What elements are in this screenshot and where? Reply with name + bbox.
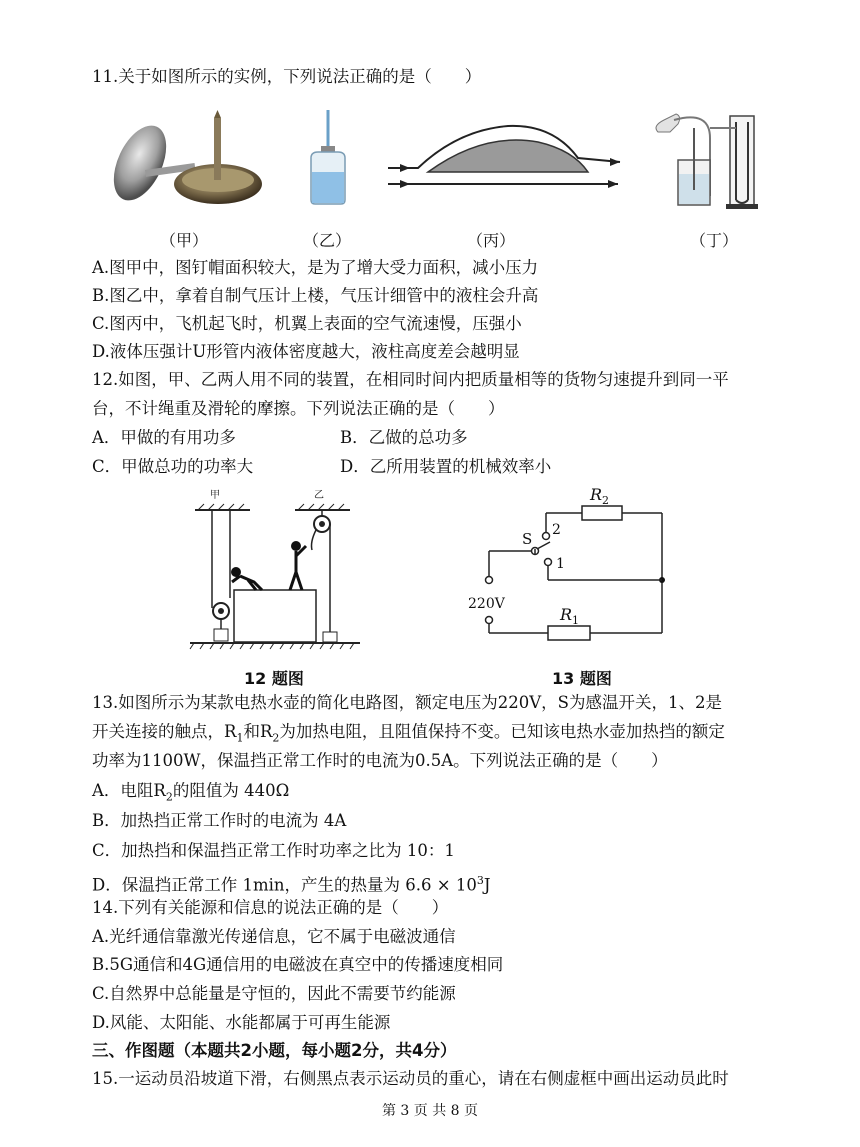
- q14-option-b: B.5G通信和4G通信用的电磁波在真空中的传播速度相同: [92, 955, 504, 974]
- figure-caption-yi: （乙）: [303, 231, 352, 250]
- q13-stem-line1: 13.如图所示为某款电热水壶的简化电路图，额定电压为220V，S为感温开关，1、2是: [92, 693, 722, 712]
- section3-title: 三、作图题（本题共2小题，每小题2分，共4分）: [92, 1041, 457, 1060]
- q11-option-b: B.图乙中，拿着自制气压计上楼，气压计细管中的液柱会升高: [92, 286, 539, 305]
- r2-label-sub: 2: [602, 494, 610, 507]
- q13-stem-line2: [92, 721, 725, 749]
- pulley-figure: [190, 486, 360, 651]
- wing-airflow-figure: [388, 120, 620, 200]
- figure-caption-ding: （丁）: [690, 231, 739, 250]
- q15-stem: 15.一运动员沿坡道下滑，右侧黑点表示运动员的重心，请在右侧虚框中画出运动员此时: [92, 1069, 729, 1088]
- q13-stem-line2-c: 为加热电阻，且阻值保持不变。已知该电热水壶加热挡的额定: [279, 722, 725, 741]
- fig12-label-jia: 甲: [210, 490, 220, 501]
- q13-option-d: [92, 870, 490, 897]
- figure13-caption: 13 题图: [552, 669, 612, 688]
- q13-option-d-sup: 3: [476, 874, 484, 887]
- r1-label-sub: 1: [572, 614, 580, 627]
- q14-stem: 14.下列有关能源和信息的说法正确的是（ ）: [92, 898, 449, 917]
- q13-option-a-sub: 2: [165, 790, 173, 804]
- switch-label: S: [522, 530, 533, 548]
- q12-option-c: C．甲做总功的功率大: [92, 457, 254, 476]
- q11-option-d: D.液体压强计U形管内液体密度越大，液柱高度差会越明显: [92, 342, 520, 361]
- r1-symbol: R: [224, 722, 237, 741]
- fig12-label-yi: 乙: [314, 490, 324, 501]
- q12-option-d: D．乙所用装置的机械效率小: [340, 457, 552, 476]
- resistor-r1: [548, 626, 590, 640]
- bottle-barometer-figure: [303, 110, 353, 206]
- contact-1-label: 1: [556, 556, 565, 572]
- q12-option-b: B．乙做的总功多: [340, 428, 468, 447]
- q13-stem-line2-b: 和: [243, 722, 260, 741]
- q12-option-a: A．甲做的有用功多: [92, 428, 236, 447]
- pressure-gauge-figure: [650, 108, 770, 213]
- thumbtack-figure: [100, 108, 265, 213]
- q13-option-b: B．加热挡正常工作时的电流为 4A: [92, 811, 347, 830]
- r1-label: R: [560, 605, 573, 624]
- figure-caption-jia: （甲）: [160, 231, 209, 250]
- q13-option-a-text1: A．电阻: [92, 781, 154, 800]
- q13-stem-line3: 功率为1100W，保温挡正常工作时的电流为0.5A。下列说法正确的是（ ）: [92, 751, 668, 770]
- q12-stem-line2: 台，不计绳重及滑轮的摩擦。下列说法正确的是（ ）: [92, 399, 505, 418]
- q13-option-a-text2: 的阻值为 440Ω: [172, 781, 290, 800]
- svg-text:R1: [559, 605, 579, 627]
- voltage-label: 220V: [468, 596, 505, 612]
- r2-symbol-sub: 2: [272, 731, 280, 745]
- q13-stem-line2-a: 开关连接的触点，: [92, 722, 224, 741]
- resistor-r2: [582, 506, 622, 520]
- r1-symbol-sub: 1: [236, 731, 244, 745]
- q11-option-a: A.图甲中，图钉帽面积较大，是为了增大受力面积，减小压力: [92, 258, 539, 277]
- q13-option-a: [92, 780, 289, 808]
- r2-symbol: R: [259, 722, 273, 741]
- q13-option-d-text2: J: [483, 875, 491, 895]
- q13-option-c: C．加热挡和保温挡正常工作时功率之比为 10：1: [92, 841, 455, 860]
- q13-option-a-r: R: [153, 781, 166, 800]
- q13-option-d-text1: D．保温挡正常工作 1min，产生的热量为 6.6 × 10: [92, 875, 477, 895]
- contact-2-label: 2: [552, 522, 561, 538]
- q12-stem-line1: 12.如图，甲、乙两人用不同的装置，在相同时间内把质量相等的货物匀速提升到同一平: [92, 370, 729, 389]
- figure-caption-bing: （丙）: [467, 231, 516, 250]
- circuit-figure: [462, 484, 672, 654]
- r2-label: R: [590, 485, 603, 504]
- q14-option-d: D.风能、太阳能、水能都属于可再生能源: [92, 1013, 391, 1032]
- figure12-caption: 12 题图: [244, 669, 304, 688]
- page-footer: 第 3 页 共 8 页: [381, 1103, 479, 1119]
- q11-stem: 11.关于如图所示的实例，下列说法正确的是（ ）: [92, 67, 482, 86]
- q14-option-c: C.自然界中总能量是守恒的，因此不需要节约能源: [92, 984, 456, 1003]
- svg-text:R2: [589, 485, 609, 507]
- q14-option-a: A.光纤通信靠激光传递信息，它不属于电磁波通信: [92, 927, 456, 946]
- q11-option-c: C.图丙中，飞机起飞时，机翼上表面的空气流速慢，压强小: [92, 314, 522, 333]
